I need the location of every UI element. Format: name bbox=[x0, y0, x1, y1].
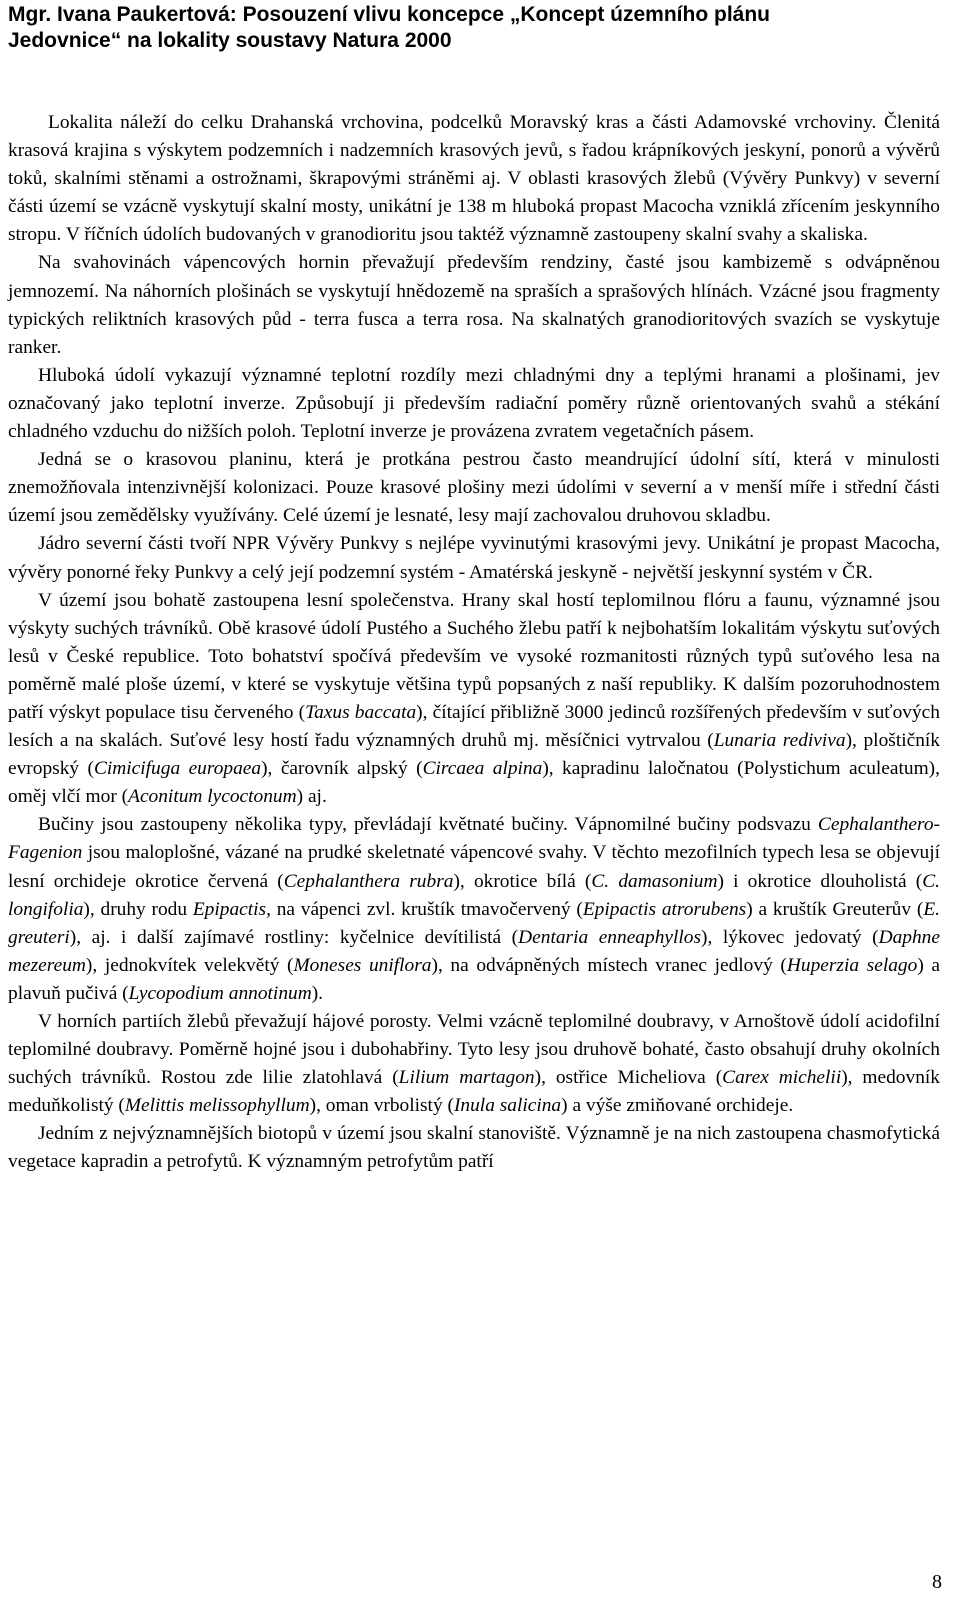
species-name: Dentaria enneaphyllos bbox=[518, 926, 702, 948]
text-run: ), ploštičník evropský ( bbox=[8, 730, 940, 780]
text-run: ) aj. bbox=[296, 786, 327, 808]
text-run: Jedná se o krasovou planinu, která je protkána pestrou často meandrující údolní sítí, která v minulosti znemožňovala intenzivnější kolonizaci. Pouze krasové plošiny mezi údolími v severní a v menší míře i střední části území jsou zemědělsky využívány. Celé území je lesnaté, lesy mají zachovalou druhovou skladbu. bbox=[8, 449, 940, 527]
species-name: Lilium martagon bbox=[398, 1067, 535, 1089]
species-name: Taxus baccata bbox=[305, 701, 417, 723]
text-run: na vápenci zvl. kruštík tmavočervený ( bbox=[270, 898, 583, 920]
text-run: ) a kruštík Greuterův ( bbox=[746, 898, 924, 920]
header-line-1: Mgr. Ivana Paukertová: Posouzení vlivu koncepce „Koncept územního plánu bbox=[8, 3, 770, 26]
paragraph bbox=[8, 811, 940, 1008]
body-text bbox=[8, 109, 940, 1177]
paragraph bbox=[8, 362, 940, 446]
text-run: ) i okrotice dlouholistá ( bbox=[717, 870, 923, 892]
text-run: jsou maloplošné, vázané na prudké skeletnaté vápencové svahy. V těchto mezofilních typech lesa se objevují lesní orchideje okrotice červená ( bbox=[8, 842, 940, 892]
paragraph bbox=[8, 530, 940, 586]
species-name: Aconitum lycoctonum bbox=[128, 786, 297, 808]
species-name: Lunaria rediviva bbox=[713, 730, 846, 752]
text-run: Jedním z nejvýznamnějších biotopů v území jsou skalní stanoviště. Významně je na nich zastoupena chasmofytická vegetace kapradin a petrofytů. K významným petrofytům patří bbox=[8, 1123, 940, 1173]
text-run: V území jsou bohatě zastoupena lesní společenstva. Hrany skal hostí teplomilnou flóru a faunu, významné jsou výskyty suchých trávníků. Obě krasové údolí Pustého a Suchého žlebu patří k nejbohatším lokalitám výskytu suťových lesů v České republice. Toto bohatství spočívá především ve vysoké rozmanitosti různých typů suťového lesa na poměrně malé ploše území, v které se vyskytuje většina typů popsaných z naší republiky. K dalším pozoruhodnostem patří výskyt populace tisu červeného ( bbox=[8, 589, 940, 723]
species-name: Circaea alpina bbox=[422, 758, 543, 780]
species-name: Carex michelii bbox=[722, 1067, 842, 1089]
text-run: ), aj. i další zajímavé rostliny: kyčelnice devítilistá ( bbox=[69, 926, 519, 948]
text-run: ), okrotice bílá ( bbox=[453, 870, 592, 892]
text-run: ), druhy rodu bbox=[83, 898, 193, 920]
text-run: Bučiny jsou zastoupeny několika typy, převládají květnaté bučiny. Vápnomilné bučiny podsvazu bbox=[38, 814, 818, 836]
species-name: Epipactis atrorubens bbox=[582, 898, 747, 920]
species-name: Cephalanthero-Fagenion bbox=[8, 814, 940, 864]
species-name: Daphne mezereum bbox=[8, 926, 940, 976]
text-run: Jádro severní části tvoří NPR Vývěry Punkvy s nejlépe vyvinutými krasovými jevy. Unikátní je propast Macocha, vývěry ponorné řeky Punkvy a celý její podzemní systém - Amatérská jeskyně - největší jeskynní systém v ČR. bbox=[8, 533, 940, 583]
header-line-2: Jedovnice“ na lokality soustavy Natura 2000 bbox=[8, 29, 452, 52]
document-header bbox=[8, 2, 908, 54]
species-name: C. longifolia bbox=[8, 870, 940, 920]
text-run: Na svahovinách vápencových hornin převažují především rendziny, časté jsou kambizemě s odvápněnou jemnozemí. Na náhorních plošinách se vyskytují hnědozemě na spraších a sprašových hlínách. Vzácné jsou fragmenty typických reliktních krasových půd - terra fusca a terra rosa. Na skalnatých granodioritových svazích se vyskytuje ranker. bbox=[8, 252, 940, 358]
text-run: V horních partiích žlebů převažují hájové porosty. Velmi vzácně teplomilné doubravy, v Arnoštově údolí acidofilní teplomilné doubravy. Poměrně hojné jsou i dubohabřiny. Tyto lesy jsou druhově bohaté, často obsahují druhy okolních suchých trávníků. Rostou zde lilie zlatohlavá ( bbox=[8, 1011, 940, 1089]
species-name: Huperzia selago bbox=[786, 954, 918, 976]
species-name: Melittis melissophyllum bbox=[124, 1095, 310, 1117]
paragraph bbox=[8, 249, 940, 361]
species-name: Epipactis, bbox=[192, 898, 271, 920]
paragraph bbox=[8, 1008, 940, 1120]
text-run: ), kapradinu laločnatou (Polystichum aculeatum), oměj vlčí mor ( bbox=[8, 758, 940, 808]
text-run: ), oman vrbolistý ( bbox=[309, 1095, 454, 1117]
text-run: ), na odvápněných místech vranec jedlový ( bbox=[431, 954, 787, 976]
paragraph bbox=[8, 587, 940, 812]
paragraph bbox=[8, 109, 940, 249]
text-run: ), ostřice Micheliova ( bbox=[534, 1067, 723, 1089]
species-name: Cephalanthera rubra bbox=[283, 870, 454, 892]
species-name: Cimicifuga europaea bbox=[93, 758, 262, 780]
text-run: ) a výše zmiňované orchideje. bbox=[561, 1095, 794, 1117]
text-run: ), čarovník alpský ( bbox=[261, 758, 423, 780]
text-run: ), lýkovec jedovatý ( bbox=[701, 926, 879, 948]
text-run: Lokalita náleží do celku Drahanská vrchovina, podcelků Moravský kras a části Adamovské vrchoviny. Členitá krasová krajina s výskytem podzemních i nadzemních krasových jevů, s řadou krápníkových jeskyní, ponorů a vývěrů toků, skalními stěnami a ostrožnami, škrapovými stráněmi aj. V oblasti krasových žlebů (Vývěry Punkvy) v severní části území se vzácně vyskytují skalní mosty, unikátní je 138 m hluboká propast Macocha vzniklá zřícením jeskynního stropu. V říčních údolích budovaných v granodioritu jsou taktéž významně zastoupeny skalní svahy a skaliska. bbox=[8, 112, 940, 246]
species-name: Moneses uniflora bbox=[293, 954, 432, 976]
text-run: ). bbox=[311, 982, 324, 1004]
page-number: 8 bbox=[932, 1571, 942, 1593]
species-name: E. greuteri bbox=[8, 898, 941, 948]
text-run: ), medovník meduňkolistý ( bbox=[8, 1067, 940, 1117]
species-name: C. damasonium bbox=[591, 870, 718, 892]
paragraph bbox=[8, 446, 940, 530]
paragraph bbox=[8, 1120, 940, 1176]
text-run: Hluboká údolí vykazují významné teplotní rozdíly mezi chladnými dny a teplými hranami a plošinami, jev označovaný jako teplotní inverze. Způsobují ji především radiační poměry různě orientovaných svahů a stékání chladného vzduchu do nižších poloh. Teplotní inverze je provázena zvratem vegetačních pásem. bbox=[8, 364, 940, 443]
species-name: Inula salicina bbox=[453, 1095, 562, 1117]
text-run: ), jednokvítek velekvětý ( bbox=[85, 954, 294, 976]
text-run: ), čítající přibližně 3000 jedinců rozšířených především v suťových lesích a na skalách. Suťové lesy hostí řadu významných druhů mj. měsíčnici vytrvalou ( bbox=[8, 701, 940, 752]
text-run: ) a plavuň pučivá ( bbox=[8, 954, 941, 1004]
species-name: Lycopodium annotinum bbox=[128, 982, 312, 1004]
